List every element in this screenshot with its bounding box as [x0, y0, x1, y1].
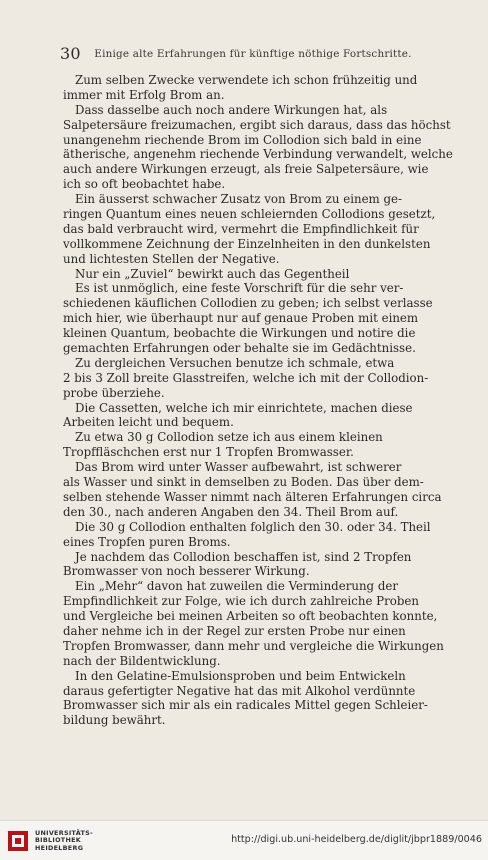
text-line: Zu etwa 30 g Collodion setze ich aus einem kleinen	[75, 430, 383, 445]
seal-icon	[7, 830, 29, 852]
text-line: das bald verbraucht wird, vermehrt die Empfindlichkeit für	[63, 221, 419, 236]
logo-line: BIBLIOTHEK	[35, 836, 82, 845]
text-line: unangenehm riechende Brom im Collodion sich bald in eine	[63, 132, 422, 147]
logo-line: HEIDELBERG	[35, 843, 84, 852]
text-line: gemachten Erfahrungen oder behalte sie im Gedächtnisse.	[63, 341, 416, 356]
text-line: mich hier, wie überhaupt nur auf genaue Proben mit einem	[63, 311, 419, 326]
text-line: eines Tropfen puren Broms.	[63, 534, 231, 549]
text-line: und Vergleiche bei meinen Arbeiten so oft beobachten konnte,	[63, 609, 438, 624]
text-line: als Wasser und sinkt in demselben zu Boden. Das über dem-	[63, 475, 424, 490]
page-number: 30	[60, 44, 81, 63]
text-line: ringen Quantum eines neuen schleiernden Collodions gesetzt,	[63, 207, 436, 222]
text-line: Zum selben Zwecke verwendete ich schon frühzeitig und	[75, 73, 418, 87]
text-line: den 30., nach anderen Angaben den 34. Theil Brom auf.	[63, 504, 399, 519]
text-line: Die 30 g Collodion enthalten folglich den 30. oder 34. Theil	[75, 519, 431, 534]
text-line: ich so oft beobachtet habe.	[63, 177, 226, 192]
text-line: daher nehme ich in der Regel zur ersten Probe nur einen	[63, 623, 406, 638]
text-line: Salpetersäure freizumachen, ergibt sich daraus, dass das höchst	[63, 117, 451, 132]
text-line: Nur ein „Zuviel“ bewirkt auch das Gegentheil	[75, 266, 350, 281]
permalink-url[interactable]: http://digi.ub.uni-heidelberg.de/diglit/jbpr1889/0046	[231, 834, 482, 845]
text-line: und lichtesten Stellen der Negative.	[63, 251, 280, 266]
logo-text	[35, 830, 125, 852]
logo-line: UNIVERSITÄTS-	[35, 829, 93, 837]
text-line: Zu dergleichen Versuchen benutze ich schmale, etwa	[75, 355, 395, 370]
text-line: Es ist unmöglich, eine feste Vorschrift für die sehr ver-	[75, 281, 404, 296]
text-line: Bromwasser sich mir als ein radicales Mittel gegen Schleier-	[63, 698, 428, 713]
text-line: bildung bewährt.	[63, 713, 166, 728]
text-line: immer mit Erfolg Brom an.	[63, 87, 225, 102]
text-line: auch andere Wirkungen erzeugt, als freie Salpetersäure, wie	[63, 162, 429, 177]
text-line: Arbeiten leicht und bequem.	[63, 415, 234, 430]
text-line: selben stehende Wasser nimmt nach älteren Erfahrungen circa	[63, 489, 442, 504]
text-line: 2 bis 3 Zoll breite Glasstreifen, welche ich mit der Collodion-	[63, 370, 429, 385]
text-line: Bromwasser von noch besserer Wirkung.	[63, 564, 310, 579]
text-line: nach der Bildentwicklung.	[63, 653, 221, 668]
text-line: Empfindlichkeit zur Folge, wie ich durch zahlreiche Proben	[63, 594, 419, 609]
text-line: Die Cassetten, welche ich mir einrichtete, machen diese	[75, 400, 413, 415]
text-line: Ein „Mehr“ davon hat zuweilen die Verminderung der	[75, 579, 399, 594]
text-line: kleinen Quantum, beobachte die Wirkungen und notire die	[63, 326, 416, 341]
text-line: Ein äusserst schwacher Zusatz von Brom zu einem ge-	[75, 192, 403, 207]
text-line: In den Gelatine-Emulsionsproben und beim Entwickeln	[75, 668, 406, 683]
text-line: Je nachdem das Collodion beschaffen ist, sind 2 Tropfen	[75, 549, 412, 564]
running-header	[60, 44, 440, 68]
running-title: Einige alte Erfahrungen für künftige nöthige Fortschritte.	[94, 48, 412, 60]
body-text	[63, 73, 456, 728]
text-line: schiedenen käuflichen Collodien zu geben; ich selbst verlasse	[63, 296, 433, 311]
text-line: vollkommene Zeichnung der Einzelnheiten in den dunkelsten	[63, 236, 431, 251]
text-line: Tropfen Bromwasser, dann mehr und vergleiche die Wirkungen	[63, 638, 444, 653]
library-logo[interactable]	[7, 829, 127, 853]
text-line: Dass dasselbe auch noch andere Wirkungen hat, als	[75, 102, 388, 117]
viewer-footer	[0, 820, 488, 860]
text-line: daraus gefertigter Negative hat das mit Alkohol verdünnte	[63, 683, 416, 698]
text-line: Das Brom wird unter Wasser aufbewahrt, ist schwerer	[75, 460, 402, 475]
text-line: probe überziehe.	[63, 385, 165, 400]
text-line: Tropffläschchen erst nur 1 Tropfen Bromwasser.	[63, 445, 354, 460]
text-line: ätherische, angenehm riechende Verbindung verwandelt, welche	[63, 147, 453, 162]
